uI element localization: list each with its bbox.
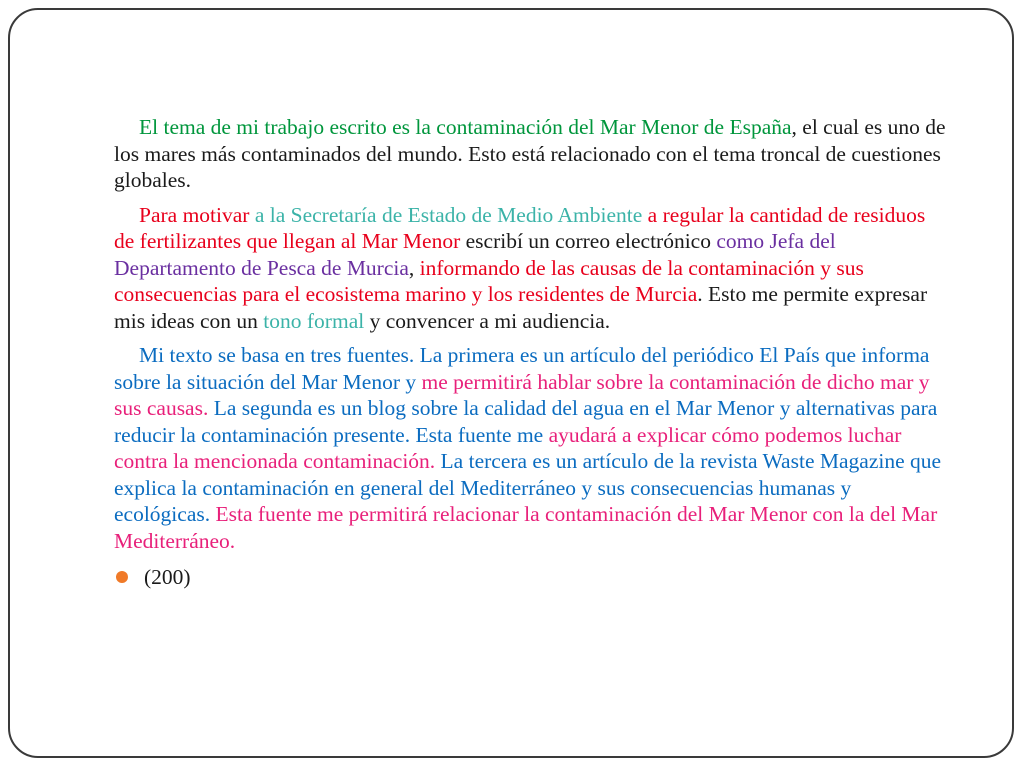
text-segment: escribí un correo electrónico	[465, 229, 717, 253]
paragraph-1	[114, 114, 949, 194]
slide-body	[114, 114, 949, 591]
text-segment: informando de las causas de la contaminación y sus consecuencias para el ecosistema marino y los residentes de Murcia	[114, 255, 864, 306]
text-segment: Esta fuente me permitirá relacionar la contaminación del Mar Menor con la del Mar Mediterráneo.	[114, 502, 938, 553]
bullet-item	[114, 564, 949, 591]
text-segment: y convencer a mi audiencia.	[364, 308, 611, 333]
text-segment: me permitirá hablar sobre la contaminación de dicho mar y sus causas.	[114, 369, 930, 420]
bullet-text: (200)	[144, 565, 191, 589]
text-segment: , el cual es uno de los mares más contaminados del mundo. Esto está relacionado con el tema troncal de cuestiones globales.	[114, 115, 946, 192]
text-segment: El tema de mi trabajo escrito es la contaminación del Mar Menor de España	[139, 115, 792, 139]
text-segment: La tercera es un artículo de la revista Waste Magazine que explica la contaminación en general del Mediterráneo y sus consecuencias humanas y ecológicas.	[114, 449, 942, 526]
text-segment: Para motivar	[139, 202, 255, 227]
text-segment: a la Secretaría de Estado de Medio Ambiente	[254, 202, 648, 227]
text-segment: ayudará a explicar cómo podemos luchar contra la mencionada contaminación.	[114, 422, 902, 473]
bullet-dot-icon	[116, 571, 128, 583]
text-segment: como Jefa del Departamento de Pesca de Murcia	[114, 229, 836, 280]
text-segment: . Esto me permite expresar mis ideas con un	[114, 282, 928, 333]
text-segment: La segunda es un blog sobre la calidad del agua en el Mar Menor y alternativas para reducir la contaminación presente. Esta fuente me	[114, 396, 938, 447]
text-segment: a regular la cantidad de residuos de fertilizantes que llegan al Mar Menor	[114, 202, 926, 253]
paragraph-2	[114, 202, 949, 335]
paragraph-container	[114, 114, 949, 554]
text-segment: ,	[408, 255, 420, 280]
text-segment: Mi texto se basa en tres fuentes. La primera es un artículo del periódico El País que informa sobre la situación del Mar Menor y	[114, 343, 930, 394]
paragraph-3	[114, 342, 949, 554]
text-segment: tono formal	[263, 308, 365, 333]
